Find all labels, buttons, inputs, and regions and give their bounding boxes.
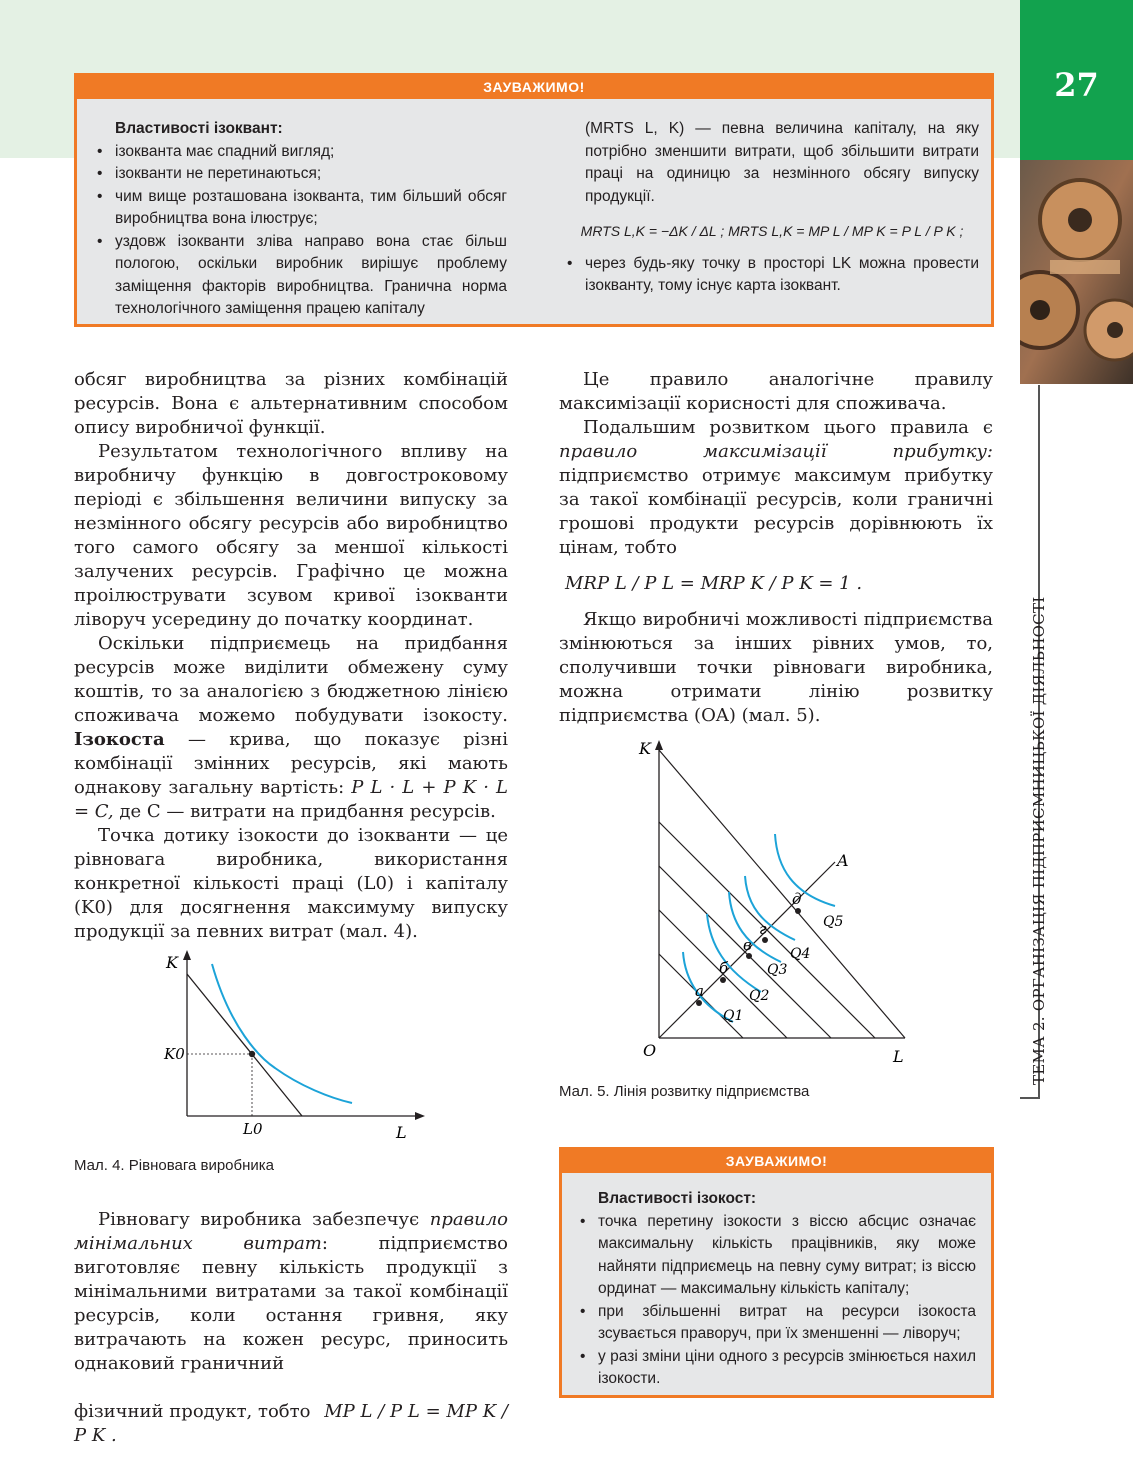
note-body xyxy=(578,1188,976,1391)
point-label: а xyxy=(695,982,704,1000)
list-item: • точка перетину ізокости з віссю абсцис означає максимальну кількість працівників, яку може найняти підприємець на певну суму витрат; із віссю ординат — максимальну кількість капіталу; xyxy=(578,1211,976,1301)
note-box-isocosts xyxy=(559,1147,994,1398)
isocost-formula: P L · L + P K · L = C, xyxy=(74,777,508,822)
list-item: • уздовж ізокванти зліва направо вона стає більш пологою, оскільки виробник вирішує проблему заміщення факторів виробництва. Гранична норма технологічного заміщення працею капіталу xyxy=(95,231,507,321)
text-span: підприємство отримує максимум прибутку за такої комбінації ресурсів, коли граничні грошові продукти ресурсів дорівнюють їх цінам, тобто xyxy=(559,465,993,558)
l0-label: L0 xyxy=(243,1120,263,1138)
note-header: ЗАУВАЖИМО! xyxy=(562,1150,991,1173)
text-span: Оскільки підприємець на придбання ресурсів може виділити обмежену суму коштів, то за аналогією з бюджетною лінією споживача можемо побудувати ізокосту. xyxy=(74,633,508,726)
text-span: : підприємство виготовляє певну кількість продукції з мінімальними витратами за такої комбінації ресурсів, коли остання гривня, яку витрачають на кожен ресурс, приносить однаковий граничний xyxy=(74,1233,508,1374)
paragraph-min-cost xyxy=(74,1208,508,1376)
curve-label: Q1 xyxy=(723,1008,744,1024)
isoquant-q4 xyxy=(745,876,795,940)
axis-label-l: L xyxy=(893,1047,904,1066)
line-a-label: A xyxy=(837,851,849,870)
isoquant-q5 xyxy=(775,834,835,906)
note-title: Властивості ізокост: xyxy=(598,1190,757,1207)
left-column-bottom xyxy=(74,1208,508,1448)
note-continuation: (MRTS L, K) — певна величина капіталу, на яку потрібно зменшити витрати, щоб збільшити витрати праці на одиницю за незмінного обсягу випуску продукції. xyxy=(585,120,979,205)
isoquant-q2 xyxy=(707,914,761,992)
text-span: — крива, що показує різні комбінації змінних ресурсів, які мають однакову загальну вартість: xyxy=(74,729,508,798)
point-b xyxy=(720,977,726,983)
figure-caption: Мал. 4. Рівновага виробника xyxy=(74,1157,275,1174)
arrow-icon xyxy=(655,740,663,750)
figure-expansion-path xyxy=(625,730,925,1070)
point-d xyxy=(795,908,801,914)
paragraph-isocost xyxy=(74,632,508,824)
min-cost-formula: MP L / P L = MP K / P K . xyxy=(74,1401,508,1446)
axis-label-k: K xyxy=(639,739,651,758)
note-title: Властивості ізоквант: xyxy=(115,120,283,137)
point-label: д xyxy=(792,890,802,908)
curve-label: Q2 xyxy=(749,988,770,1004)
arrow-icon xyxy=(415,1112,425,1120)
paragraph-formula xyxy=(74,1400,508,1448)
text-span: Подальшим розвитком цього правила є xyxy=(583,417,993,438)
note-left-column xyxy=(95,118,507,321)
isocost-line xyxy=(187,974,302,1116)
point-label: б xyxy=(719,959,729,977)
point-label: в xyxy=(743,936,752,954)
figure-producer-equilibrium xyxy=(150,948,440,1148)
curve-label: Q3 xyxy=(767,962,788,978)
note-header: ЗАУВАЖИМО! xyxy=(77,76,991,99)
list-item: • у разі зміни ціни одного з ресурсів змінюється нахил ізокости. xyxy=(578,1346,976,1391)
axis-label-k: K xyxy=(166,953,178,972)
arrow-icon xyxy=(183,950,191,960)
term-min-cost-rule: правило мінімальних витрат xyxy=(74,1209,508,1254)
curve-label: Q4 xyxy=(790,946,811,962)
point-label: г xyxy=(759,920,767,938)
left-column xyxy=(74,368,508,944)
text-span: фізичний продукт, тобто xyxy=(74,1401,311,1422)
origin-label: O xyxy=(643,1041,657,1060)
list-item: • чим вище розташована ізокванта, тим більший обсяг виробництва вона ілюструє; xyxy=(95,186,507,231)
figure-caption: Мал. 5. Лінія розвитку підприємства xyxy=(559,1083,810,1100)
paragraph-profit-rule xyxy=(559,416,993,560)
equilibrium-point xyxy=(249,1051,255,1057)
note-box-isoquants xyxy=(74,73,994,327)
paragraph: Якщо виробничі можливості підприємства змінюються за інших рівних умов, то, сполучивши точки рівноваги виробника, можна отримати лінію розвитку підприємства (OA) (мал. 5). xyxy=(559,609,993,726)
axis-label-l: L xyxy=(396,1123,407,1142)
list-item: • ізокванта має спадний вигляд; xyxy=(95,141,507,164)
term-profit-rule: правило максимізації прибутку: xyxy=(559,441,993,462)
isoquant-curve xyxy=(212,964,352,1103)
text-span: де C — витрати на придбання ресурсів. xyxy=(119,801,496,822)
mrts-formula: MRTS L,K = −ΔK / ΔL ; MRTS L,K = MP L / MP K = P L / P K ; xyxy=(580,223,964,239)
text-span: Рівновагу виробника забезпечує xyxy=(98,1209,420,1230)
paragraph: Результатом технологічного впливу на виробничу функцію в довгостроковому періоді є збільшення величини випуску за незмінного обсягу ресурсів або виробництво того самого обсягу за меншої кількості залучених ресурсів. Графічно це можна проілюструвати зсувом кривої ізокванти ліворуч усередину до початку координат. xyxy=(74,441,508,630)
paragraph: обсяг виробництва за різних комбінацій ресурсів. Вона є альтернативним способом опису виробничої функції. xyxy=(74,369,508,438)
curve-label: Q5 xyxy=(823,914,844,930)
right-column xyxy=(559,368,993,728)
term-isocost: Ізокоста xyxy=(74,729,165,750)
section-title: ТЕМА 2. ОРГАНІЗАЦІЯ ПІДПРИЄМНИЦЬКОЇ ДІЯЛЬНОСТІ xyxy=(1030,596,1048,1085)
paragraph: Це правило аналогічне правилу максимізації корисності для споживача. xyxy=(559,369,993,414)
note-right-column xyxy=(565,118,979,298)
profit-formula: MRP L / P L = MRP K / P K = 1 . xyxy=(565,573,863,594)
list-item: • через будь-яку точку в просторі LK можна провести ізокванту, тому існує карта ізоквант. xyxy=(565,253,979,298)
list-item: • ізокванти не перетинаються; xyxy=(95,163,507,186)
paragraph: Точка дотику ізокости до ізокванти — це рівновага виробника, використання конкретної кількості праці (L0) і капіталу (K0) для досягнення максимуму випуску продукції за певних витрат (мал. 4). xyxy=(74,825,508,942)
list-item: • при збільшенні витрат на ресурси ізокоста зсувається праворуч, при їх зменшенні — ліворуч; xyxy=(578,1301,976,1346)
point-a xyxy=(696,1000,702,1006)
page-number: 27 xyxy=(1020,0,1133,160)
gears-image xyxy=(1020,160,1133,384)
k0-label: K0 xyxy=(164,1045,185,1063)
